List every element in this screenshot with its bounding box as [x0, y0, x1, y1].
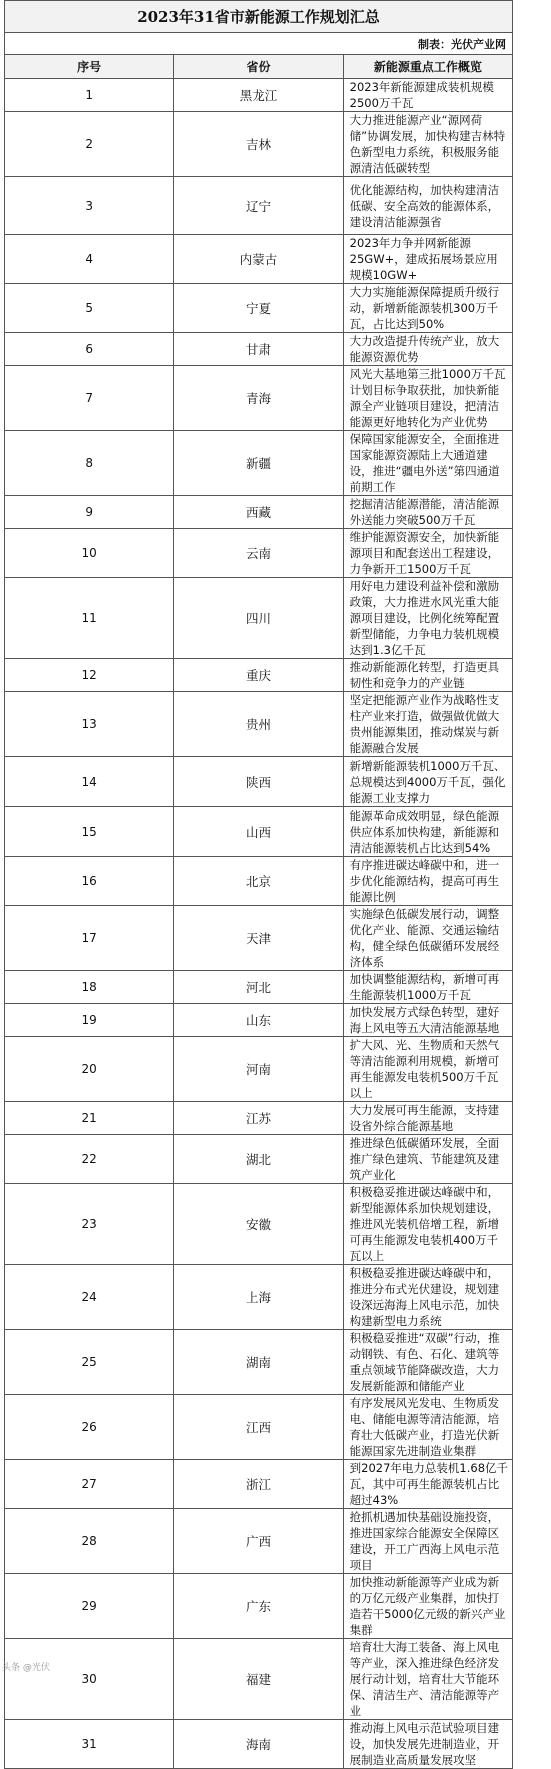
row-number: 11	[5, 578, 174, 659]
row-number: 29	[5, 1574, 174, 1639]
planning-table	[4, 0, 513, 1769]
row-number: 4	[5, 235, 174, 284]
row-overview: 能源革命成效明显，绿色能源供应体系加快构建，新能源和清洁能源装机占比达到54%	[343, 807, 512, 857]
row-province: 陕西	[174, 757, 343, 807]
table-row	[5, 529, 513, 578]
row-number: 3	[5, 177, 174, 235]
row-province: 内蒙古	[174, 235, 343, 284]
table-row	[5, 807, 513, 857]
table-row	[5, 235, 513, 284]
row-overview: 加快推动新能源等产业成为新的万亿元级产业集群，加快打造若干5000亿元级的新兴产业集群	[343, 1574, 512, 1639]
row-overview: 推进绿色低碳循环发展，全面推广绿色建筑、节能建筑及建筑产业化	[343, 1135, 512, 1184]
row-province: 西藏	[174, 496, 343, 529]
table-row	[5, 496, 513, 529]
table-title: 2023年31省市新能源工作规划汇总	[5, 1, 513, 33]
row-number: 12	[5, 659, 174, 692]
row-number: 16	[5, 857, 174, 906]
table-row	[5, 659, 513, 692]
table-row	[5, 1330, 513, 1395]
row-number: 24	[5, 1265, 174, 1330]
row-number: 10	[5, 529, 174, 578]
table-row	[5, 284, 513, 333]
row-number: 9	[5, 496, 174, 529]
row-overview: 优化能源结构，加快构建清洁低碳、安全高效的能源体系，建设清洁能源强省	[343, 177, 512, 235]
row-overview: 加快发展方式绿色转型，建好海上风电等五大清洁能源基地	[343, 1004, 512, 1037]
row-province: 甘肃	[174, 333, 343, 366]
row-overview: 挖掘清洁能源潜能，清洁能源外送能力突破500万千瓦	[343, 496, 512, 529]
table-row	[5, 857, 513, 906]
table-row	[5, 1574, 513, 1639]
row-number: 19	[5, 1004, 174, 1037]
row-number: 25	[5, 1330, 174, 1395]
row-province: 湖北	[174, 1135, 343, 1184]
row-number: 23	[5, 1184, 174, 1265]
row-province: 黑龙江	[174, 79, 343, 112]
row-number: 17	[5, 906, 174, 971]
row-number: 28	[5, 1509, 174, 1574]
row-province: 北京	[174, 857, 343, 906]
row-province: 江苏	[174, 1102, 343, 1135]
row-number: 2	[5, 112, 174, 177]
watermark: 头条 @光伏	[2, 1663, 50, 1673]
row-province: 云南	[174, 529, 343, 578]
header-overview: 新能源重点工作概览	[343, 55, 512, 79]
credit-row	[5, 33, 513, 55]
title-row	[5, 1, 513, 33]
row-number: 5	[5, 284, 174, 333]
table-row	[5, 1265, 513, 1330]
table-row	[5, 971, 513, 1004]
table-credit: 制表：光伏产业网	[5, 33, 513, 55]
row-province: 吉林	[174, 112, 343, 177]
table-row	[5, 112, 513, 177]
row-number: 26	[5, 1395, 174, 1460]
header-row	[5, 55, 513, 79]
row-overview: 新增新能源装机1000万千瓦、总规模达到4000万千瓦，强化能源工业支撑力	[343, 757, 512, 807]
row-province: 新疆	[174, 431, 343, 496]
row-province: 广东	[174, 1574, 343, 1639]
row-province: 海南	[174, 1720, 343, 1769]
row-province: 山西	[174, 807, 343, 857]
row-number: 14	[5, 757, 174, 807]
row-overview: 加快调整能源结构，新增可再生能源装机1000万千瓦	[343, 971, 512, 1004]
row-province: 重庆	[174, 659, 343, 692]
table-row	[5, 366, 513, 431]
row-province: 山东	[174, 1004, 343, 1037]
row-number: 7	[5, 366, 174, 431]
table-row	[5, 1184, 513, 1265]
row-number: 27	[5, 1460, 174, 1509]
row-overview: 保障国家能源安全，全面推进国家能源资源陆上大通道建设，推进“疆电外送”第四通道前期工作	[343, 431, 512, 496]
row-province: 宁夏	[174, 284, 343, 333]
row-province: 河南	[174, 1037, 343, 1102]
table-row	[5, 1395, 513, 1460]
row-province: 青海	[174, 366, 343, 431]
row-number: 6	[5, 333, 174, 366]
table-row	[5, 431, 513, 496]
row-overview: 培育壮大海工装备、海上风电等产业，深入推进绿色经济发展行动计划，培育壮大节能环保、清洁生产、清洁能源等产业	[343, 1639, 512, 1720]
row-number: 8	[5, 431, 174, 496]
row-overview: 坚定把能源产业作为战略性支柱产业来打造，做强做优做大贵州能源集团，推动煤炭与新能源融合发展	[343, 692, 512, 757]
row-overview: 2023年力争并网新能源25GW+，建成拓展场景应用规模10GW+	[343, 235, 512, 284]
row-overview: 到2027年电力总装机1.68亿千瓦，其中可再生能源装机占比超过43%	[343, 1460, 512, 1509]
table-row	[5, 177, 513, 235]
row-overview: 大力实施能源保障提质升级行动，新增新能源装机300万千瓦，占比达到50%	[343, 284, 512, 333]
row-overview: 有序发展风光发电、生物质发电、储能电源等清洁能源，培育壮大低碳产业，打造光伏新能源国家先进制造业集群	[343, 1395, 512, 1460]
table-row	[5, 1004, 513, 1037]
table-row	[5, 1102, 513, 1135]
table-row	[5, 1509, 513, 1574]
row-overview: 大力发展可再生能源，支持建设省外综合能源基地	[343, 1102, 512, 1135]
row-overview: 实施绿色低碳发展行动，调整优化产业、能源、交通运输结构，健全绿色低碳循环发展经济体系	[343, 906, 512, 971]
row-number: 18	[5, 971, 174, 1004]
row-overview: 风光大基地第三批1000万千瓦计划目标争取获批，加快新能源全产业链项目建设，把清洁能源更好地转化为产业优势	[343, 366, 512, 431]
table-row	[5, 1720, 513, 1769]
table-row	[5, 79, 513, 112]
row-number: 1	[5, 79, 174, 112]
row-overview: 积极稳妥推进碳达峰碳中和，推进分布式光伏建设，规划建设深远海海上风电示范，加快构建新型电力系统	[343, 1265, 512, 1330]
row-number: 13	[5, 692, 174, 757]
header-no: 序号	[5, 55, 174, 79]
row-overview: 大力改造提升传统产业，放大能源资源优势	[343, 333, 512, 366]
row-number: 31	[5, 1720, 174, 1769]
row-province: 四川	[174, 578, 343, 659]
row-province: 江西	[174, 1395, 343, 1460]
row-number: 20	[5, 1037, 174, 1102]
row-overview: 有序推进碳达峰碳中和，进一步优化能源结构，提高可再生能源比例	[343, 857, 512, 906]
row-province: 浙江	[174, 1460, 343, 1509]
row-province: 上海	[174, 1265, 343, 1330]
table-row	[5, 333, 513, 366]
row-overview: 积极稳妥推进碳达峰碳中和，新型能源体系加快规划建设，推进风光装机倍增工程，新增可再生能源发电装机400万千瓦以上	[343, 1184, 512, 1265]
row-province: 辽宁	[174, 177, 343, 235]
row-province: 广西	[174, 1509, 343, 1574]
row-province: 河北	[174, 971, 343, 1004]
table-row	[5, 906, 513, 971]
row-overview: 扩大风、光、生物质和天然气等清洁能源利用规模，新增可再生能源发电装机500万千瓦以上	[343, 1037, 512, 1102]
table-row	[5, 578, 513, 659]
table-row	[5, 1037, 513, 1102]
table-row	[5, 1639, 513, 1720]
table-row	[5, 1460, 513, 1509]
row-overview: 抢抓机遇加快基础设施投资，推进国家综合能源安全保障区建设，开工广西海上风电示范项目	[343, 1509, 512, 1574]
row-overview: 推动新能源化转型，打造更具韧性和竞争力的产业链	[343, 659, 512, 692]
row-province: 贵州	[174, 692, 343, 757]
row-province: 天津	[174, 906, 343, 971]
row-number: 21	[5, 1102, 174, 1135]
summary-sheet	[4, 0, 513, 1769]
row-province: 安徽	[174, 1184, 343, 1265]
row-overview: 维护能源资源安全，加快新能源项目和配套送出工程建设，力争新开工1500万千瓦	[343, 529, 512, 578]
row-number: 15	[5, 807, 174, 857]
row-number: 30	[5, 1639, 174, 1720]
row-overview: 大力推进能源产业“源网荷储”协调发展，加快构建吉林特色新型电力系统，积极服务能源清洁低碳转型	[343, 112, 512, 177]
row-overview: 推动海上风电示范试验项目建设，加快发展先进制造业，开展制造业高质量发展攻坚	[343, 1720, 512, 1769]
row-province: 福建	[174, 1639, 343, 1720]
header-province: 省份	[174, 55, 343, 79]
row-overview: 2023年新能源建成装机规模2500万千瓦	[343, 79, 512, 112]
table-row	[5, 692, 513, 757]
row-overview: 用好电力建设利益补偿和激励政策，大力推进水风光重大能源项目建设，比例化统筹配置新型储能，力争电力装机规模达到1.3亿千瓦	[343, 578, 512, 659]
table-row	[5, 757, 513, 807]
row-number: 22	[5, 1135, 174, 1184]
row-province: 湖南	[174, 1330, 343, 1395]
table-row	[5, 1135, 513, 1184]
row-overview: 积极稳妥推进“双碳”行动，推动钢铁、有色、石化、建筑等重点领域节能降碳改造，大力发展新能源和储能产业	[343, 1330, 512, 1395]
